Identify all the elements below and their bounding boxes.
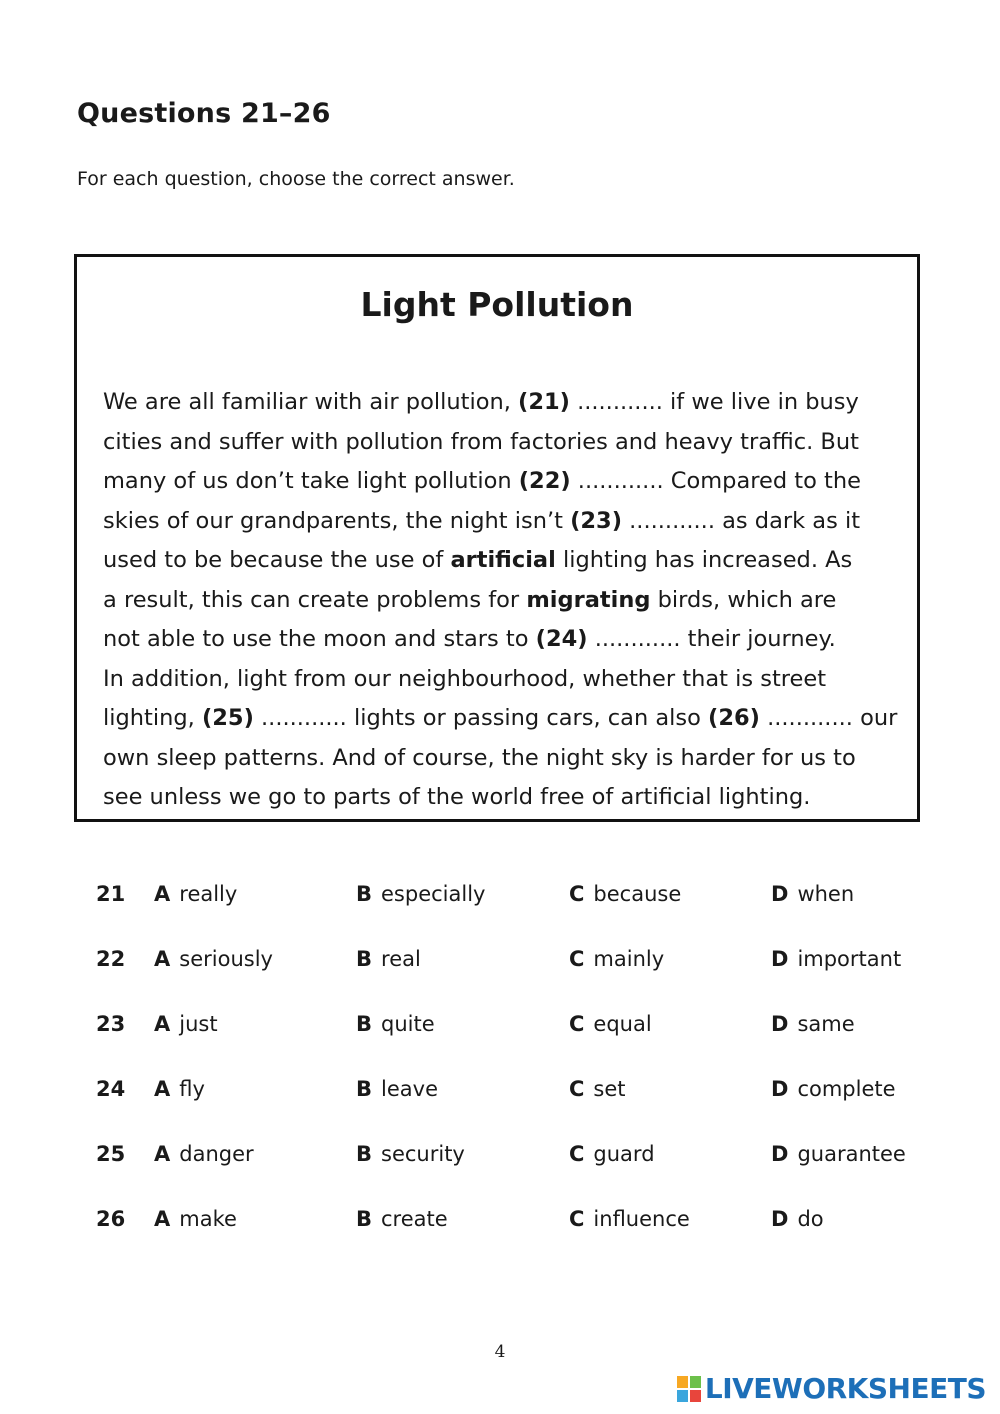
- option-b[interactable]: [356, 1077, 438, 1101]
- option-text: guarantee: [797, 1142, 906, 1166]
- option-letter: D: [771, 1207, 789, 1231]
- answer-options: [96, 882, 916, 1272]
- gap-number: (23): [570, 507, 622, 534]
- page-number: 4: [494, 1342, 506, 1362]
- passage-segment: cities and suffer with pollution from factories and heavy traffic. But: [103, 428, 859, 455]
- option-letter: A: [154, 882, 171, 906]
- option-d[interactable]: [771, 1012, 855, 1036]
- passage-segment: ............ as dark as it: [622, 507, 861, 534]
- option-letter: C: [569, 1142, 585, 1166]
- gap-number: (25): [201, 705, 254, 731]
- passage-segment: own sleep patterns. And of course, the night sky is harder for us to: [103, 744, 856, 771]
- passage-segment: ............ our: [759, 705, 898, 731]
- passage-segment: ............ Compared to the: [570, 468, 861, 494]
- question-number: 23: [96, 1012, 126, 1036]
- option-letter: B: [356, 882, 373, 906]
- option-letter: C: [569, 1077, 585, 1101]
- option-a[interactable]: [154, 1207, 237, 1231]
- option-a[interactable]: [154, 947, 273, 971]
- passage-box: [74, 254, 920, 822]
- option-text: equal: [593, 1012, 652, 1036]
- option-letter: D: [771, 1077, 789, 1101]
- option-letter: D: [771, 1142, 789, 1166]
- passage-line: [103, 620, 903, 660]
- option-c[interactable]: [569, 947, 664, 971]
- passage-segment: ............ lights or passing cars, can also: [253, 705, 709, 731]
- option-text: security: [381, 1142, 465, 1166]
- option-text: leave: [381, 1077, 438, 1101]
- passage-segment: many of us don’t take light pollution: [103, 468, 519, 494]
- question-row-22: [96, 947, 916, 1012]
- passage-line: [103, 739, 903, 779]
- option-letter: B: [356, 1142, 373, 1166]
- option-b[interactable]: [356, 1207, 448, 1231]
- question-row-24: [96, 1077, 916, 1142]
- option-text: influence: [593, 1207, 690, 1231]
- option-letter: C: [569, 947, 585, 971]
- option-text: guard: [593, 1142, 655, 1166]
- option-text: really: [179, 882, 238, 906]
- option-d[interactable]: [771, 882, 854, 906]
- option-letter: B: [356, 1207, 373, 1231]
- passage-segment: skies of our grandparents, the night isn’t: [103, 507, 571, 534]
- option-letter: A: [154, 1207, 171, 1231]
- option-text: make: [179, 1207, 237, 1231]
- passage-segment: not able to use the moon and stars to: [103, 626, 536, 652]
- option-text: seriously: [179, 947, 273, 971]
- question-row-23: [96, 1012, 916, 1077]
- option-text: quite: [381, 1012, 435, 1036]
- option-text: because: [593, 882, 682, 906]
- option-text: create: [381, 1207, 448, 1231]
- option-text: especially: [381, 882, 486, 906]
- passage-segment: a result, this can create problems for: [103, 586, 527, 613]
- option-c[interactable]: [569, 1012, 652, 1036]
- option-letter: C: [569, 882, 585, 906]
- option-d[interactable]: [771, 1077, 896, 1101]
- brand-name: LIVEWORKSHEETS: [704, 1372, 986, 1405]
- passage-segment: used to be because the use of: [103, 547, 451, 573]
- option-letter: A: [154, 1012, 171, 1036]
- question-row-26: [96, 1207, 916, 1272]
- passage-line: [103, 581, 903, 621]
- gap-number: (21): [518, 389, 570, 415]
- passage-line: [103, 541, 903, 581]
- passage-segment: In addition, light from our neighbourhood, whether that is street: [103, 665, 827, 692]
- option-text: set: [593, 1077, 626, 1101]
- option-d[interactable]: [771, 1142, 906, 1166]
- option-letter: B: [356, 947, 373, 971]
- passage-segment: We are all familiar with air pollution,: [103, 389, 519, 415]
- gap-number: (26): [708, 705, 760, 731]
- option-text: real: [381, 947, 421, 971]
- question-number: 25: [96, 1142, 126, 1166]
- question-row-25: [96, 1142, 916, 1207]
- option-text: danger: [179, 1142, 254, 1166]
- passage-title: Light Pollution: [360, 285, 634, 324]
- passage-line: [103, 778, 903, 818]
- option-text: when: [797, 882, 855, 906]
- passage-line: [103, 660, 903, 700]
- option-text: just: [179, 1012, 218, 1036]
- highlighted-word: artificial: [450, 547, 556, 573]
- question-number: 24: [96, 1077, 126, 1101]
- option-letter: B: [356, 1012, 373, 1036]
- option-text: same: [797, 1012, 855, 1036]
- passage-segment: see unless we go to parts of the world free of artificial lighting.: [103, 784, 811, 810]
- option-text: important: [797, 947, 902, 971]
- option-letter: A: [154, 1142, 171, 1166]
- gap-number: (24): [535, 626, 588, 652]
- option-b[interactable]: [356, 1012, 435, 1036]
- question-number: 26: [96, 1207, 126, 1231]
- option-b[interactable]: [356, 1142, 465, 1166]
- option-a[interactable]: [154, 1077, 205, 1101]
- section-heading: Questions 21–26: [77, 98, 331, 129]
- instructions-text: For each question, choose the correct answer.: [77, 168, 515, 190]
- option-letter: D: [771, 947, 789, 971]
- passage-line: [103, 462, 903, 502]
- option-b[interactable]: [356, 882, 485, 906]
- option-c[interactable]: [569, 1077, 626, 1101]
- passage-line: [103, 502, 903, 542]
- passage-segment: ............ if we live in busy: [569, 389, 859, 415]
- option-c[interactable]: [569, 882, 681, 906]
- option-letter: D: [771, 1012, 789, 1036]
- option-a[interactable]: [154, 1142, 254, 1166]
- passage-segment: lighting has increased. As: [555, 547, 853, 573]
- option-b[interactable]: [356, 947, 421, 971]
- passage-line: [103, 699, 903, 739]
- passage-segment: birds, which are: [650, 586, 837, 613]
- passage-line: [103, 423, 903, 463]
- highlighted-word: migrating: [526, 586, 651, 613]
- liveworksheets-icon: [677, 1376, 701, 1402]
- option-letter: C: [569, 1207, 585, 1231]
- option-text: do: [797, 1207, 824, 1231]
- question-row-21: [96, 882, 916, 947]
- option-text: complete: [797, 1077, 896, 1101]
- question-number: 22: [96, 947, 126, 971]
- option-text: fly: [179, 1077, 205, 1101]
- option-letter: A: [154, 1077, 171, 1101]
- option-letter: B: [356, 1077, 373, 1101]
- passage-line: [103, 383, 903, 423]
- option-c[interactable]: [569, 1207, 690, 1231]
- option-a[interactable]: [154, 882, 237, 906]
- option-text: mainly: [593, 947, 665, 971]
- option-d[interactable]: [771, 947, 901, 971]
- passage-segment: ............ their journey.: [587, 626, 836, 652]
- passage-segment: lighting,: [103, 705, 202, 731]
- option-letter: D: [771, 882, 789, 906]
- brand-logo: [677, 1372, 986, 1405]
- option-a[interactable]: [154, 1012, 218, 1036]
- option-c[interactable]: [569, 1142, 655, 1166]
- question-number: 21: [96, 882, 126, 906]
- gap-number: (22): [518, 468, 571, 494]
- option-letter: A: [154, 947, 171, 971]
- option-d[interactable]: [771, 1207, 824, 1231]
- option-letter: C: [569, 1012, 585, 1036]
- passage-text: [103, 383, 903, 818]
